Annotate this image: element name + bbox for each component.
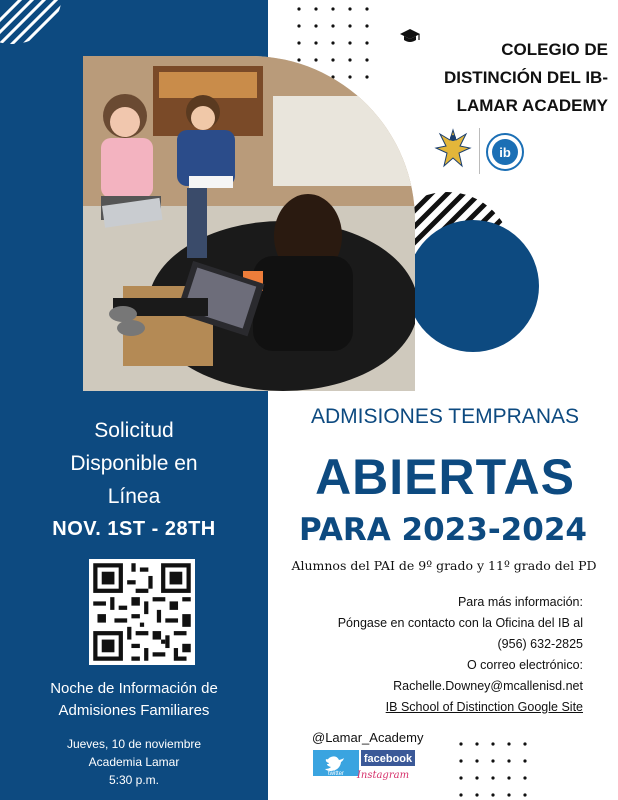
- contact-info: [263, 592, 583, 718]
- event-location: Academia Lamar: [88, 755, 180, 769]
- eligible-students: Alumnos del PAI de 9º grado y 11º grado del PD: [291, 558, 597, 573]
- school-title-line: COLEGIO DE: [501, 40, 608, 59]
- solicitud-line: Disponible en: [70, 452, 198, 475]
- stripe-corner-decoration: [0, 0, 64, 48]
- contact-line: Póngase en contacto con la Oficina del IB al: [337, 616, 583, 630]
- dot-grid-bottom: [458, 740, 538, 800]
- event-time: 5:30 p.m.: [108, 773, 160, 787]
- info-night-line: Noche de Información de: [50, 680, 218, 697]
- contact-line: O correo electrónico:: [466, 658, 583, 672]
- event-date: Jueves, 10 de noviembre: [66, 737, 202, 751]
- school-title: [408, 36, 608, 120]
- school-title-line: DISTINCIÓN DEL IB-: [443, 68, 608, 87]
- solicitud-line: Solicitud: [94, 419, 174, 442]
- contact-phone: (956) 632-2825: [497, 637, 583, 651]
- social-icons: [313, 750, 423, 784]
- students-photo: [83, 56, 415, 391]
- school-year-heading: PARA 2023-2024: [299, 512, 587, 548]
- ib-logo: [485, 132, 525, 172]
- qr-code[interactable]: [89, 559, 195, 665]
- info-night-heading: [0, 678, 268, 722]
- ib-logo-text: ib: [499, 145, 511, 160]
- social-handle: @Lamar_Academy: [312, 730, 424, 745]
- instagram-icon[interactable]: Instagram: [356, 770, 410, 781]
- school-title-line: LAMAR ACADEMY: [456, 96, 608, 115]
- event-details: [0, 735, 268, 789]
- open-heading: ABIERTAS: [315, 449, 575, 505]
- logo-divider: [479, 128, 480, 174]
- phoenix-logo: [432, 126, 474, 174]
- application-dates: NOV. 1ST - 28TH: [52, 518, 216, 540]
- solicitud-heading: [0, 414, 268, 513]
- google-site-link[interactable]: IB School of Distinction Google Site: [385, 700, 583, 714]
- twitter-label: twitter: [327, 771, 345, 777]
- contact-line: Para más información:: [457, 595, 583, 609]
- admissions-subheading: ADMISIONES TEMPRANAS: [311, 405, 579, 428]
- contact-email: Rachelle.Downey@mcallenisd.net: [393, 679, 583, 693]
- facebook-label: facebook: [363, 753, 413, 765]
- solicitud-line: Línea: [107, 485, 161, 508]
- logos-row: [432, 126, 511, 179]
- info-night-line: Admisiones Familiares: [58, 702, 210, 719]
